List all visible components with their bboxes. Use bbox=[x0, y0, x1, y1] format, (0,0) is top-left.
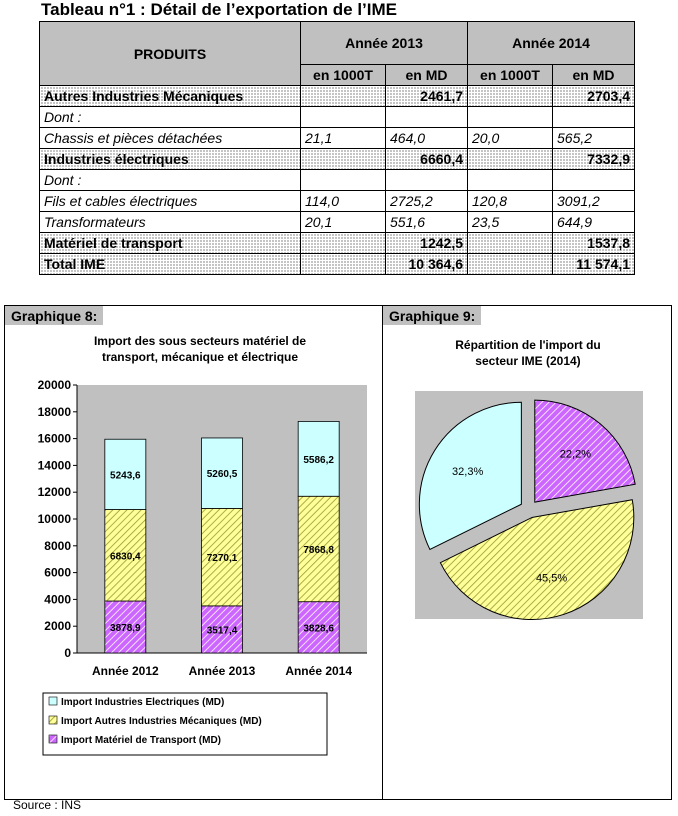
table-row bbox=[40, 191, 635, 212]
chart8-data-label: 7270,1 bbox=[206, 553, 238, 565]
chart8-legend-swatch bbox=[49, 735, 57, 743]
header-year-2013: Année 2013 bbox=[301, 22, 468, 65]
table-body bbox=[40, 86, 635, 275]
row-value-md2014: 565,2 bbox=[553, 128, 635, 149]
chart8-y-tick-label: 14000 bbox=[37, 458, 71, 473]
chart8-y-tick-label: 10000 bbox=[37, 512, 71, 526]
row-value-md2013 bbox=[386, 170, 468, 191]
row-value-md2014: 1537,8 bbox=[553, 233, 635, 254]
row-value-t2014: 20,0 bbox=[468, 128, 553, 149]
chart9-plot bbox=[383, 306, 671, 799]
chart8-data-label: 3828,6 bbox=[303, 623, 334, 635]
row-value-md2013: 2461,7 bbox=[386, 86, 468, 107]
row-label: Autres Industries Mécaniques bbox=[40, 86, 301, 107]
chart8-label: Graphique 8: bbox=[5, 306, 103, 325]
source-note: Source : INS bbox=[13, 798, 82, 812]
row-value-t2013 bbox=[301, 107, 386, 128]
chart8-y-tick-label: 0 bbox=[64, 646, 71, 660]
chart9-label: Graphique 9: bbox=[383, 306, 481, 325]
table-row bbox=[40, 107, 635, 128]
row-value-t2014: 23,5 bbox=[468, 212, 553, 233]
row-value-t2014 bbox=[468, 107, 553, 128]
row-label: Dont : bbox=[40, 170, 301, 191]
chart9-slice-label: 45,5% bbox=[535, 572, 568, 585]
chart8-data-label: 3878,9 bbox=[110, 623, 141, 635]
row-value-md2014 bbox=[553, 170, 635, 191]
chart8-title: Import des sous secteurs matériel de transport, mécanique et électrique bbox=[93, 334, 307, 364]
row-value-md2013: 2725,2 bbox=[386, 191, 468, 212]
row-label: Total IME bbox=[40, 254, 301, 275]
table-row bbox=[40, 149, 635, 170]
row-value-md2013: 6660,4 bbox=[386, 149, 468, 170]
chart8-y-tick-label: 16000 bbox=[37, 431, 71, 446]
table-row bbox=[40, 212, 635, 233]
row-label: Industries électriques bbox=[40, 149, 301, 170]
header-unit-t-2013: en 1000T bbox=[301, 65, 386, 86]
row-label: Matériel de transport bbox=[40, 233, 301, 254]
chart8-y-tick-label: 12000 bbox=[37, 485, 71, 500]
row-value-md2013 bbox=[386, 107, 468, 128]
row-value-md2014: 3091,2 bbox=[553, 191, 635, 212]
chart9-panel bbox=[382, 305, 672, 800]
header-unit-md-2014: en MD bbox=[553, 65, 635, 86]
row-value-md2014: 2703,4 bbox=[553, 86, 635, 107]
row-value-t2014 bbox=[468, 170, 553, 191]
row-value-t2013 bbox=[301, 86, 386, 107]
chart8-y-tick-label: 8000 bbox=[44, 538, 71, 553]
row-value-t2013 bbox=[301, 170, 386, 191]
chart8-x-tick-label: Année 2013 bbox=[188, 664, 256, 678]
row-value-t2013 bbox=[301, 233, 386, 254]
chart8-y-tick-label: 4000 bbox=[44, 592, 71, 607]
chart8-data-label: 6830,4 bbox=[110, 551, 141, 563]
chart8-y-tick-label: 20000 bbox=[37, 378, 71, 392]
row-label: Fils et cables électriques bbox=[40, 191, 301, 212]
row-value-t2014 bbox=[468, 149, 553, 170]
chart8-legend-swatch bbox=[49, 697, 57, 705]
row-value-t2014 bbox=[468, 86, 553, 107]
row-value-md2014: 11 574,1 bbox=[553, 254, 635, 275]
row-value-t2013 bbox=[301, 254, 386, 275]
header-unit-t-2014: en 1000T bbox=[468, 65, 553, 86]
chart8-legend-label: Import Industries Electriques (MD) bbox=[61, 697, 225, 708]
chart8-y-tick-label: 18000 bbox=[37, 404, 71, 419]
export-table bbox=[39, 21, 635, 275]
chart8-legend-swatch bbox=[49, 716, 57, 724]
chart8-data-label: 3517,4 bbox=[206, 625, 238, 637]
chart8-x-tick-label: Année 2014 bbox=[285, 664, 353, 678]
chart8-panel bbox=[4, 305, 383, 800]
chart8-x-tick-label: Année 2012 bbox=[91, 664, 159, 678]
table-row bbox=[40, 233, 635, 254]
chart8-legend bbox=[43, 693, 327, 755]
row-value-t2013 bbox=[301, 149, 386, 170]
table-title: Tableau n°1 : Détail de l’exportation de l’IME bbox=[41, 0, 397, 19]
row-value-t2013: 114,0 bbox=[301, 191, 386, 212]
chart8-data-label: 5586,2 bbox=[303, 454, 334, 466]
table-row bbox=[40, 86, 635, 107]
chart8-y-tick-label: 6000 bbox=[44, 565, 71, 580]
chart8-y-tick-label: 2000 bbox=[44, 619, 71, 634]
row-value-md2013: 464,0 bbox=[386, 128, 468, 149]
row-value-t2014 bbox=[468, 233, 553, 254]
row-value-md2013: 1242,5 bbox=[386, 233, 468, 254]
row-value-md2013: 551,6 bbox=[386, 212, 468, 233]
row-label: Dont : bbox=[40, 107, 301, 128]
table-row bbox=[40, 254, 635, 275]
chart9-slice-label: 22,2% bbox=[559, 448, 591, 461]
chart9-title: Répartition de l'import du secteur IME (2014) bbox=[455, 338, 601, 368]
chart9-slice-label: 32,3% bbox=[452, 465, 484, 478]
header-unit-md-2013: en MD bbox=[386, 65, 468, 86]
chart8-data-label: 5260,5 bbox=[206, 469, 238, 481]
chart8-legend-label: Import Matériel de Transport (MD) bbox=[61, 735, 222, 746]
row-value-t2014 bbox=[468, 254, 553, 275]
row-value-t2013: 21,1 bbox=[301, 128, 386, 149]
row-value-t2013: 20,1 bbox=[301, 212, 386, 233]
row-label: Chassis et pièces détachées bbox=[40, 128, 301, 149]
chart8-plot bbox=[5, 306, 383, 799]
chart8-legend-label: Import Autres Industries Mécaniques (MD) bbox=[61, 716, 262, 727]
chart8-data-label: 5243,6 bbox=[110, 470, 141, 482]
header-year-2014: Année 2014 bbox=[468, 22, 635, 65]
row-value-t2014: 120,8 bbox=[468, 191, 553, 212]
header-produits: PRODUITS bbox=[40, 22, 301, 86]
table-row bbox=[40, 128, 635, 149]
row-label: Transformateurs bbox=[40, 212, 301, 233]
table-row bbox=[40, 170, 635, 191]
row-value-md2013: 10 364,6 bbox=[386, 254, 468, 275]
chart8-data-label: 7868,8 bbox=[303, 544, 334, 556]
row-value-md2014: 644,9 bbox=[553, 212, 635, 233]
row-value-md2014: 7332,9 bbox=[553, 149, 635, 170]
row-value-md2014 bbox=[553, 107, 635, 128]
